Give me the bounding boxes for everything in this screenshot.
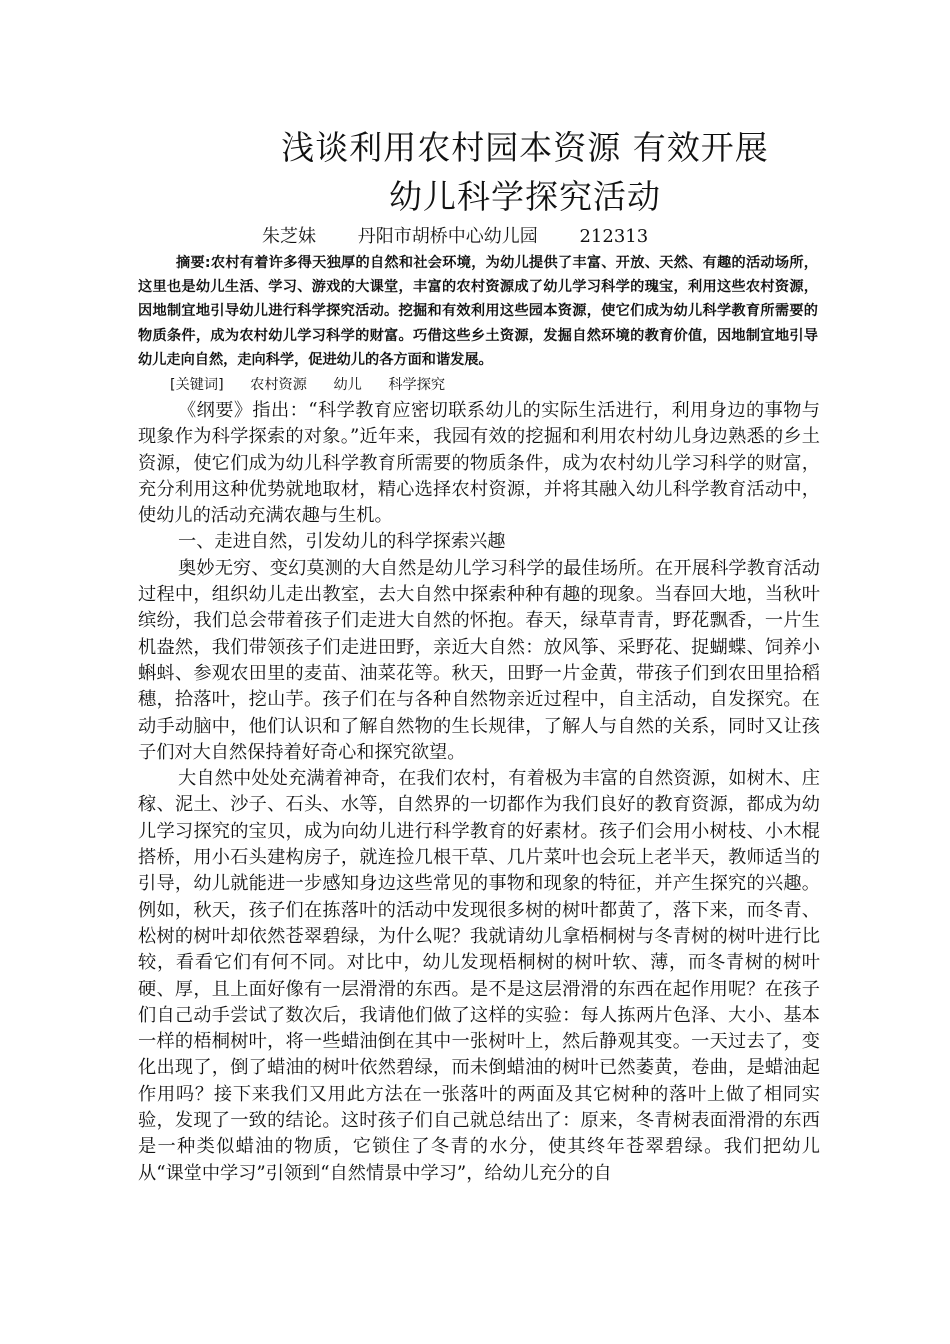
abstract-text: 农村有着许多得天独厚的自然和社会环境，为幼儿提供了丰富、开放、天然、有趣的活动场所，这里也是幼儿生活、学习、游戏的大课堂，丰富的农村资源成了幼儿学习科学的瑰宝，利用这些农村资源，因地制宜地引导幼儿进行科学探究活动。挖掘和有效利用这些园本资源，使它们成为幼儿科学教育所需要的物质条件，成为农村幼儿学习科学的财富。巧借这些乡土资源，发掘自然环境的教育价值，因地制宜地引导幼儿走向自然，走向科学，促进幼儿的各方面和谐发展。 xyxy=(138,255,818,368)
keyword-item: 科学探究 xyxy=(388,377,446,393)
body-text xyxy=(138,398,820,1187)
section-heading-1: 一、走进自然，引发幼儿的科学探索兴趣 xyxy=(178,531,506,553)
author-line xyxy=(262,224,684,250)
keyword-item: 农村资源 xyxy=(250,377,307,393)
keywords-line xyxy=(170,374,467,396)
abstract-label: 摘要: xyxy=(176,255,211,271)
paragraph-experiment: 大自然中处处充满着神奇，在我们农村，有着极为丰富的自然资源，如树木、庄稼、泥土、沙子、石头、水等，自然界的一切都作为我们良好的教育资源，都成为幼儿学习探究的宝贝，成为向幼儿进行科学教育的好素材。孩子们会用小树枝、小木棍搭桥，用小石头建构房子，就连捡几根干草、几片菜叶也会玩上老半天，教师适当的引导，幼儿就能进一步感知身边这些常见的事物和现象的特征，并产生探究的兴趣。例如，秋天，孩子们在拣落叶的活动中发现很多树的树叶都黄了，落下来，而冬青、松树的树叶却依然苍翠碧绿，为什么呢？我就请幼儿拿梧桐树与冬青树的树叶进行比较，看看它们有何不同。对比中，幼儿发现梧桐树的树叶软、薄，而冬青树的树叶硬、厚，且上面好像有一层滑滑的东西。是不是这层滑滑的东西在起作用呢？在孩子们自己动手尝试了数次后，我请他们做了这样的实验：每人拣两片色泽、大小、基本一样的梧桐树叶，将一些蜡油倒在其中一张树叶上，然后静观其变。一天过去了，变化出现了，倒了蜡油的树叶依然碧绿，而未倒蜡油的树叶已然萎黄，卷曲，是蜡油起作用吗？接下来我们又用此方法在一张落叶的两面及其它树种的落叶上做了相同实验，发现了一致的结论。这时孩子们自己就总结出了：原来，冬青树表面滑滑的东西是一种类似蜡油的物质，它锁住了冬青的水分，使其终年苍翠碧绿。我们把幼儿从“课堂中学习”引领到“自然情景中学习”，给幼儿充分的自 xyxy=(138,768,820,1184)
author-zip: 212313 xyxy=(579,226,649,247)
keywords-label: [关键词] xyxy=(170,377,224,393)
author-name: 朱芝妹 xyxy=(262,226,316,247)
author-org: 丹阳市胡桥中心幼儿园 xyxy=(357,226,538,247)
keyword-item: 幼儿 xyxy=(333,377,362,393)
title-line-2: 幼儿科学探究活动 xyxy=(389,177,661,216)
paragraph-intro: 《纲要》指出：“科学教育应密切联系幼儿的实际生活进行，利用身边的事物与现象作为科学探索的对象。”近年来，我园有效的挖掘和利用农村幼儿身边熟悉的乡土资源，使它们成为幼儿科学教育所需要的物质条件，成为农村幼儿学习科学的财富，充分利用这种优势就地取材，精心选择农村资源，并将其融入幼儿科学教育活动中，使幼儿的活动充满农趣与生机。 xyxy=(138,400,820,527)
paragraph-nature: 奥妙无穷、变幻莫测的大自然是幼儿学习科学的最佳场所。在开展科学教育活动过程中，组织幼儿走出教室，去大自然中探索种种有趣的现象。当春回大地，当秋叶缤纷，我们总会带着孩子们走进大自然的怀抱。春天，绿草青青，野花飘香，一片生机盎然，我们带领孩子们走进田野，亲近大自然：放风筝、采野花、捉蝴蝶、饲养小蝌蚪、参观农田里的麦苗、油菜花等。秋天，田野一片金黄，带孩子们到农田里拾稻穗，拾落叶，挖山芋。孩子们在与各种自然物亲近过程中，自主活动，自发探究。在动手动脑中，他们认识和了解自然物的生长规律，了解人与自然的关系，同时又让孩子们对大自然保持着好奇心和探究欲望。 xyxy=(138,557,820,763)
abstract xyxy=(138,251,818,372)
title-line-1: 浅谈利用农村园本资源 有效开展 xyxy=(281,128,769,167)
